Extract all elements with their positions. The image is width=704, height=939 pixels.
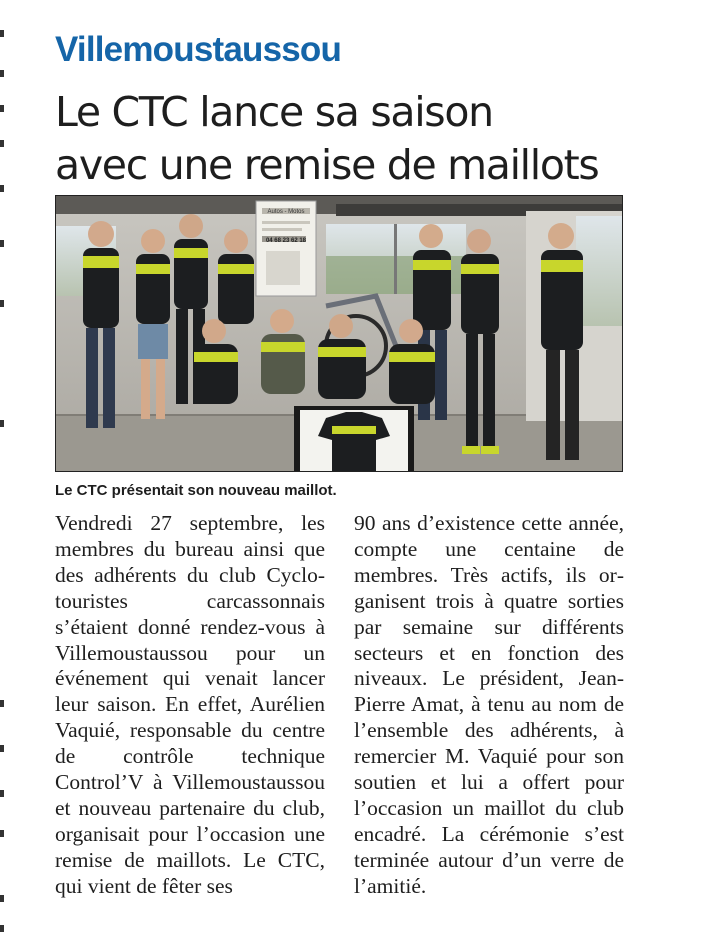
article-photo [55, 195, 623, 472]
headline-line-2: avec une remise de maillots [55, 141, 599, 189]
group-photo-illustration [56, 196, 623, 472]
article-body-column-2: 90 ans d’existence cette année, compte une centaine de membres. Très actifs, ils organisent trois à quatre sorties par semaine sur différents secteurs et en fonction des niveaux. Le président, Jean-Pierre Amat, à tenu au nom de l’ensemble des adhérents, à remercier M. Vaquié pour son soutien et lui a offert pour l’occasion un maillot du club encadré. La cérémonie s’est terminée autour d’un verre de l’amitié. [354, 511, 624, 898]
headline-line-1: Le CTC lance sa saison [55, 88, 493, 136]
article-headline [55, 86, 599, 192]
poster-phone: 04 68 23 62 18 [265, 238, 307, 244]
scan-edge-marks [0, 0, 5, 939]
section-kicker: Villemoustaussou [55, 30, 342, 69]
poster-title: Autos - Motos [267, 209, 305, 215]
article-body-column-1: Vendredi 27 septembre, les membres du bureau ainsi que des adhérents du club Cyclotouristes carcassonnais s’étaient donné rendez-vous à Villemoustaussou pour un événement qui venait lancer leur saison. En effet, Aurélien Vaquié, responsable du centre de contrôle technique Control’V à Villemoustaussou et nouveau partenaire du club, organisait pour l’occasion une remise de maillots. Le CTC, qui vient de fêter ses [55, 511, 325, 898]
framed-jersey [294, 406, 414, 472]
photo-caption: Le CTC présentait son nouveau maillot. [55, 482, 337, 499]
